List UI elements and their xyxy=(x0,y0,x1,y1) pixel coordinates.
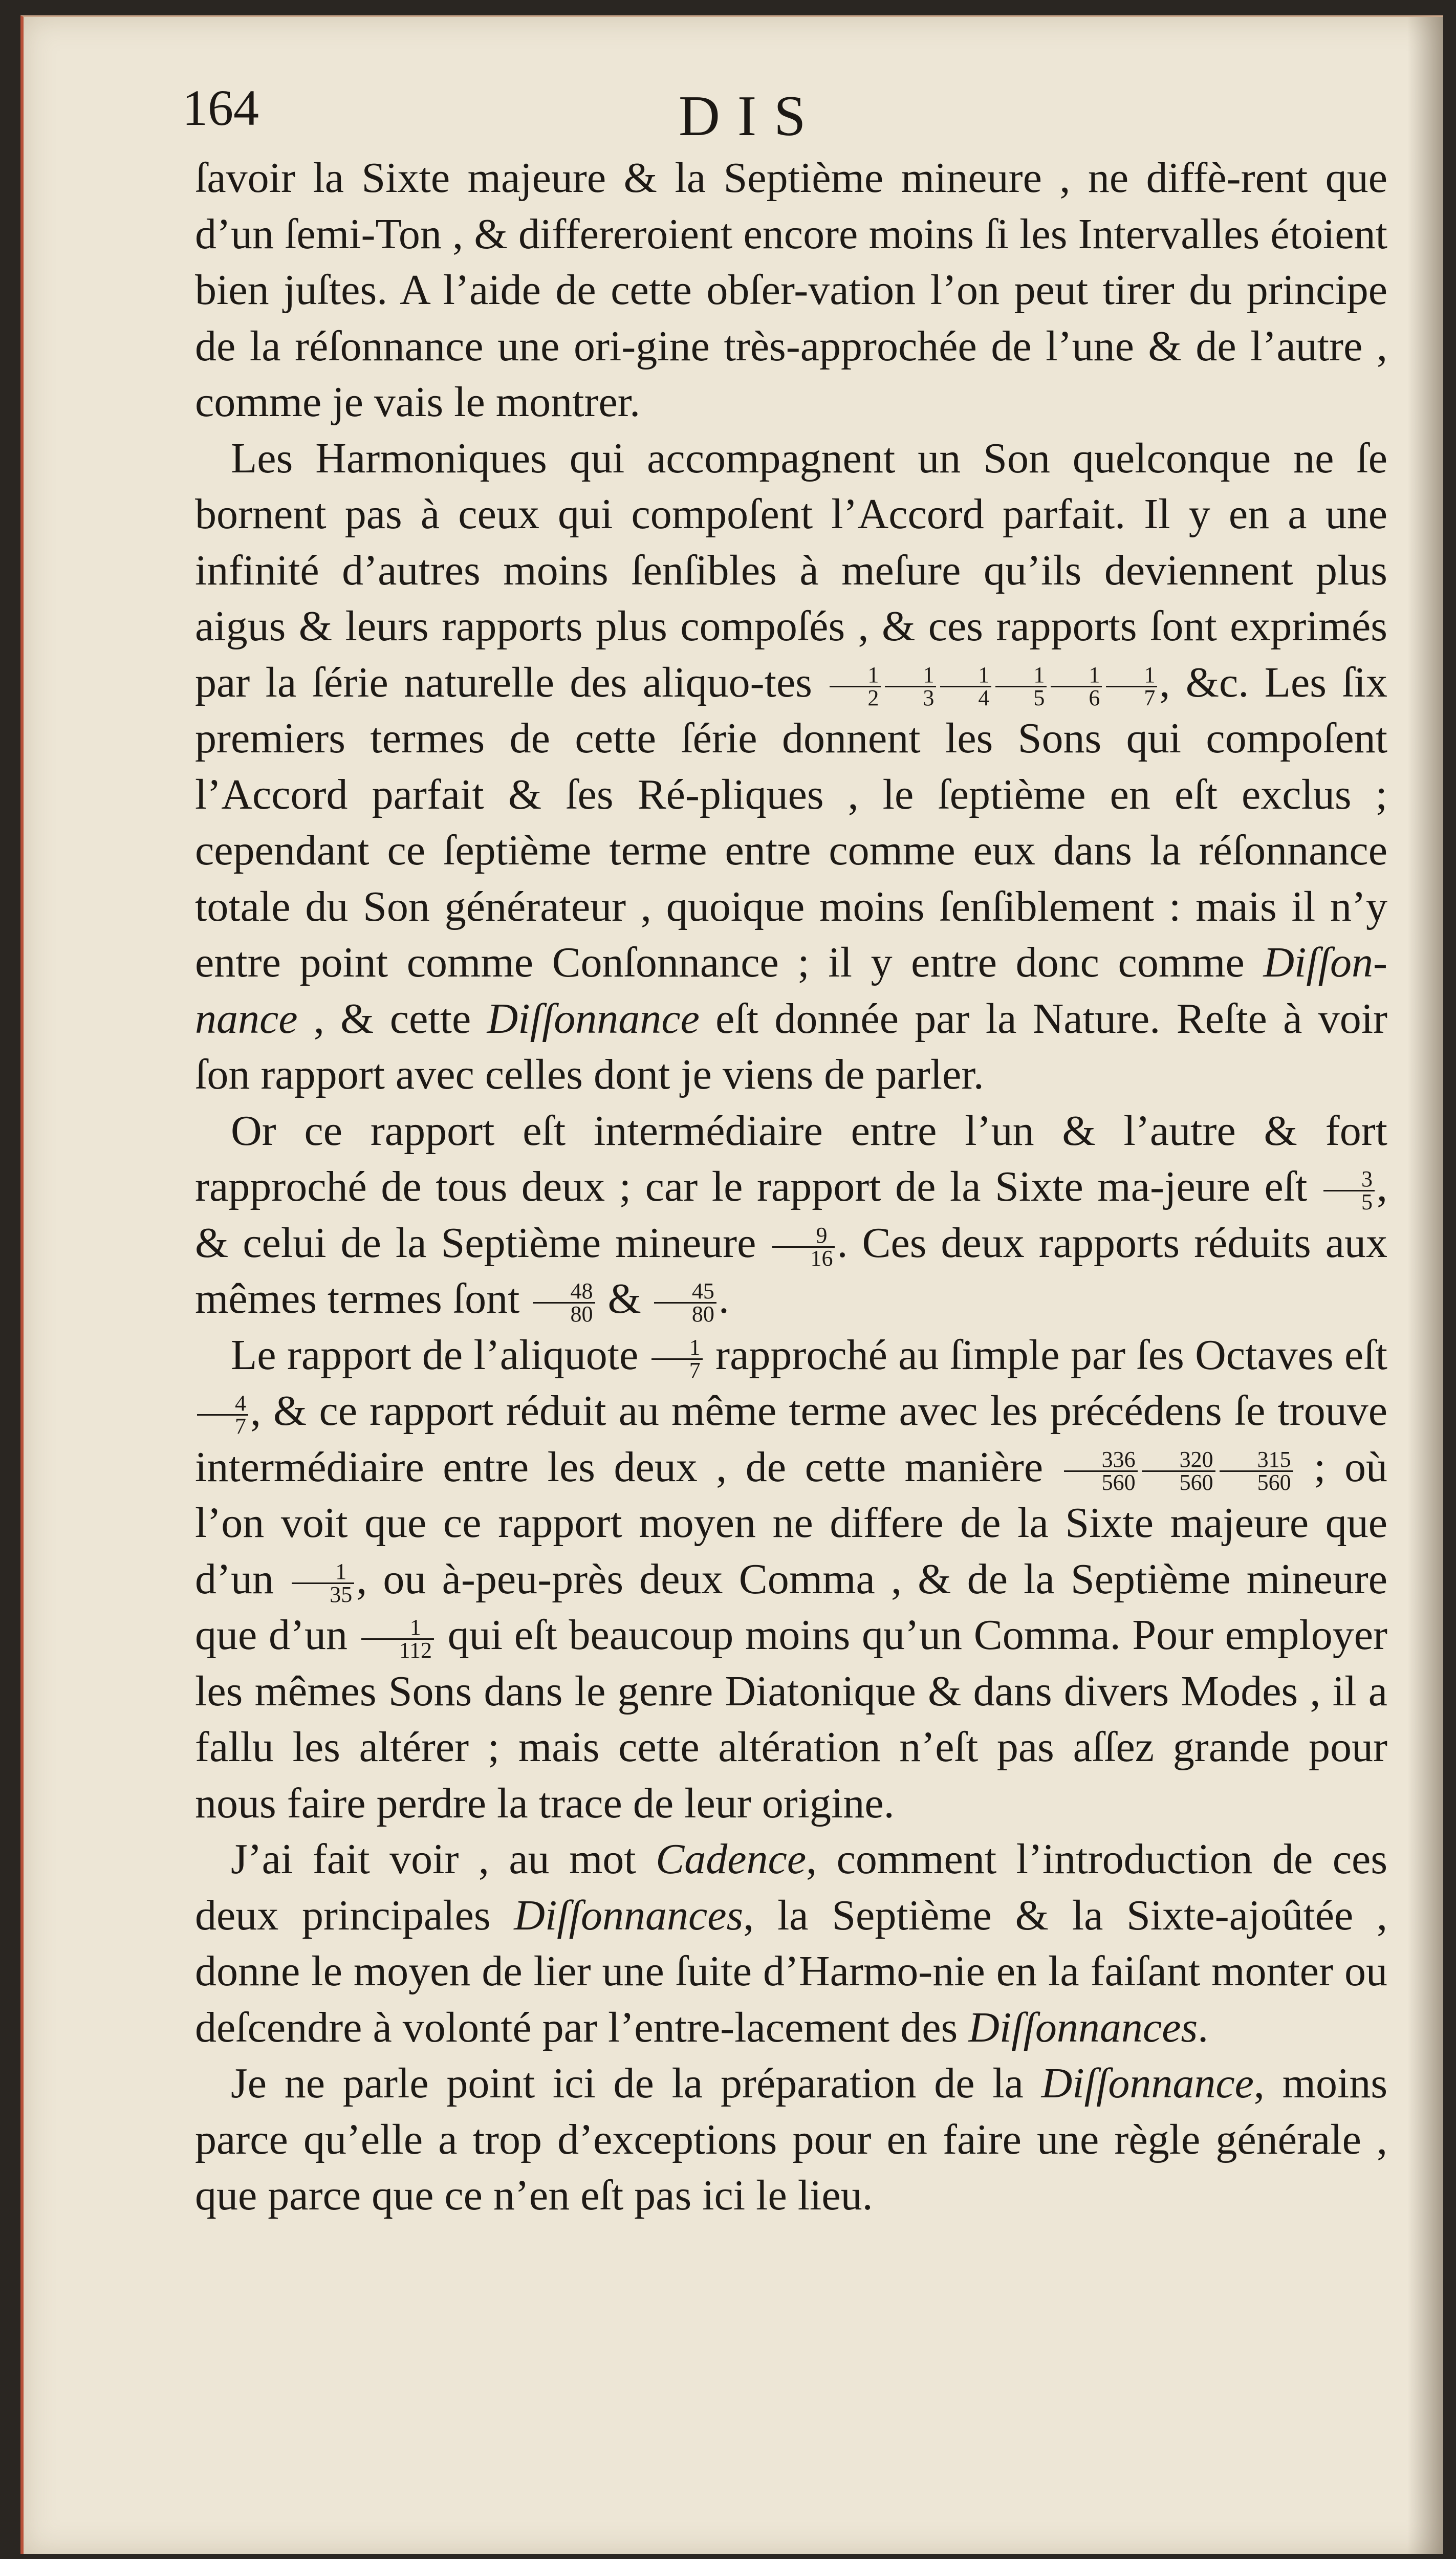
text-run: , & celui de la Septième mineure xyxy=(195,1163,1388,1267)
text-run: qui eſt beaucoup moins qu’un Comma. Pour employer les mêmes Sons dans le genre Diatonique & dans divers Modes , il a fallu les altérer ; mais cette altération n’eſt pas aſſez grande pour nous faire perdre la trace de leur origine. xyxy=(195,1611,1388,1827)
page-number: 164 xyxy=(182,79,259,136)
text-run: , moins parce qu’elle a trop d’exceptions pour en faire une règle générale , que parce que ce n’en eſt pas ici le lieu. xyxy=(195,2059,1388,2219)
italic-term: Diſſon-nance xyxy=(195,939,1387,1043)
body-text xyxy=(195,150,1387,2224)
italic-term: Diſſonnances xyxy=(968,2003,1198,2051)
paragraph-2 xyxy=(195,430,1387,1103)
fraction: $\frac{1}{7}$ xyxy=(651,1337,703,1381)
fraction: $\frac{315}{560}$ xyxy=(1220,1449,1293,1493)
text-run: & xyxy=(607,1275,641,1322)
fraction: $\frac{1}{35}$ xyxy=(292,1561,354,1606)
fraction: $\frac{1}{5}$ xyxy=(995,664,1047,709)
paragraph-6 xyxy=(195,2055,1387,2224)
text-run: eſt donnée par la Nature. Reſte à voir ſon rapport avec celles dont je viens de parler. xyxy=(195,994,1388,1098)
fraction: $\frac{48}{80}$ xyxy=(533,1281,595,1325)
fraction: $\frac{4}{7}$ xyxy=(197,1393,248,1437)
fraction: $\frac{1}{2}$ xyxy=(830,664,881,709)
paragraph-3 xyxy=(195,1103,1387,1327)
text-run: Le rapport de l’aliquote xyxy=(231,1331,639,1379)
text-run: . xyxy=(718,1275,729,1322)
text-run: Les Harmoniques qui accompagnent un Son quelconque ne ſe bornent pas à ceux qui compoſent l’Accord parfait. Il y en a une infinité d’autres moins ſenſibles à meſure qu’ils deviennent plus aigus & leurs rapports plus compoſés , & ces rapports ſont exprimés par la ſérie naturelle des aliquo-tes xyxy=(195,434,1387,706)
text-run: , &c. Les ſix premiers termes de cette ſérie donnent les Sons qui compoſent l’Accord parfait & ſes Ré-pliques , le ſeptième en eſt exclus ; cependant ce ſeptième terme entre comme eux dans la réſonnance totale du Son générateur , quoique moins ſenſiblement : mais il n’y entre point comme Conſonnance ; il y entre donc comme xyxy=(195,658,1387,986)
text-run: , & ce rapport réduit au même terme avec les précédens ſe trouve intermédiaire entre les deux , de cette manière xyxy=(195,1387,1387,1491)
fraction: $\frac{320}{560}$ xyxy=(1142,1449,1215,1493)
text-run: , & cette xyxy=(313,994,471,1043)
italic-term: Diſſonnance xyxy=(487,994,700,1043)
text-run: , ou à-peu-près deux Comma , & de la Septième mineure que d’un xyxy=(195,1555,1388,1659)
book-page xyxy=(20,15,1443,2554)
text-run: J’ai fait voir , au mot xyxy=(231,1835,636,1883)
fraction: $\frac{45}{80}$ xyxy=(654,1281,716,1325)
fraction: $\frac{1}{6}$ xyxy=(1051,664,1102,709)
fraction: $\frac{336}{560}$ xyxy=(1064,1449,1138,1493)
text-run: , la Septième & la Sixte-ajoûtée , donne le moyen de lier une ſuite d’Harmo-nie en la faiſant monter ou deſcendre à volonté par l’entre-lacement des xyxy=(195,1891,1387,2051)
text-run: . Ces deux rapports réduits aux mêmes termes ſont xyxy=(195,1219,1388,1322)
text-run: ſavoir la Sixte majeure & la Septième mineure , ne diffè-rent que d’un ſemi-Ton , & differeroient encore moins ſi les Intervalles étoient bien juſtes. A l’aide de cette obſer-vation l’on peut tirer du principe de la réſonnance une ori-gine très-approchée de l’une & de l’autre , comme je vais le montrer. xyxy=(195,154,1387,426)
fraction: $\frac{1}{7}$ xyxy=(1106,664,1157,709)
italic-term: Cadence xyxy=(656,1835,807,1883)
text-run: , comment l’introduction de ces deux principales xyxy=(195,1835,1388,1939)
text-run: ; où l’on voit que ce rapport moyen ne differe de la Sixte majeure que d’un xyxy=(195,1443,1388,1603)
paragraph-5 xyxy=(195,1831,1387,2055)
text-run: Or ce rapport eſt intermédiaire entre l’un & l’autre & fort rapproché de tous deux ; car le rapport de la Sixte ma-jeure eſt xyxy=(195,1107,1387,1210)
text-run: Je ne parle point ici de la préparation de la xyxy=(231,2059,1024,2107)
paragraph-1 xyxy=(195,150,1387,430)
page-gutter-shadow xyxy=(1407,17,1443,2554)
fraction: $\frac{1}{112}$ xyxy=(361,1617,434,1661)
fraction: $\frac{3}{5}$ xyxy=(1323,1168,1375,1213)
fraction: $\frac{9}{16}$ xyxy=(772,1225,835,1269)
italic-term: Diſſonnances xyxy=(514,1891,744,1939)
fraction: $\frac{1}{4}$ xyxy=(940,664,991,709)
text-run: . xyxy=(1198,2003,1209,2051)
text-run: rapproché au ſimple par ſes Octaves eſt xyxy=(715,1331,1388,1379)
italic-term: Diſſonnance xyxy=(1041,2059,1254,2107)
running-head: DIS xyxy=(679,84,823,148)
paragraph-4 xyxy=(195,1327,1387,1832)
fraction: $\frac{1}{3}$ xyxy=(885,664,936,709)
